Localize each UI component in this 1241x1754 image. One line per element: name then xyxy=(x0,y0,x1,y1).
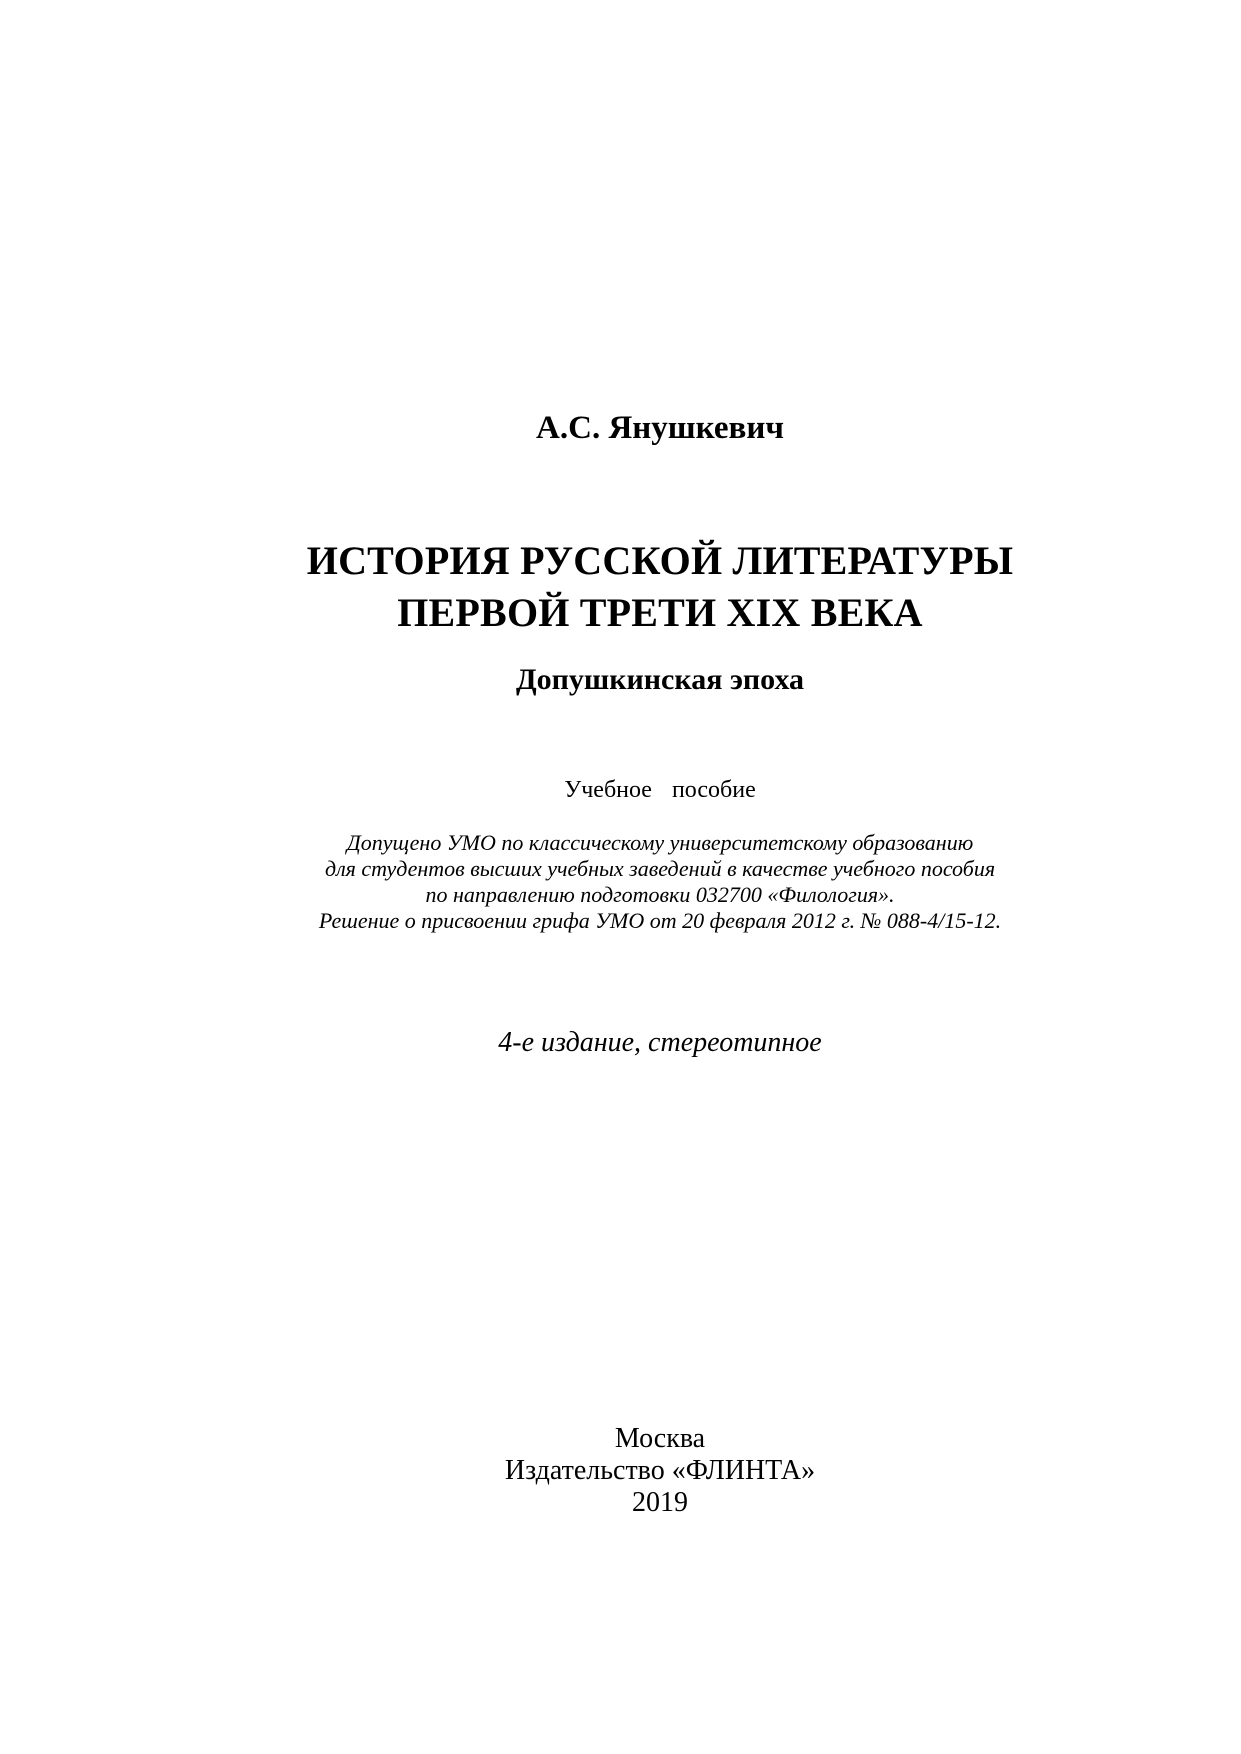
publication-type: Учебное пособие xyxy=(564,777,756,803)
book-title-line-1: ИСТОРИЯ РУССКОЙ ЛИТЕРАТУРЫ xyxy=(306,538,1014,583)
approval-line-2: для студентов высших учебных заведений в качестве учебного пособия xyxy=(324,856,996,881)
approval-line-1: Допущено УМО по классическому университетскому образованию xyxy=(346,830,974,855)
edition-note: 4-е издание, стереотипное xyxy=(498,1027,822,1058)
imprint xyxy=(263,1423,1057,1519)
book-subtitle: Допушкинская эпоха xyxy=(515,663,805,696)
imprint-city: Москва xyxy=(614,1423,706,1454)
author-name: А.С. Янушкевич xyxy=(536,410,784,446)
imprint-publisher: Издательство «ФЛИНТА» xyxy=(504,1455,816,1486)
imprint-year: 2019 xyxy=(632,1487,688,1518)
book-title-line-2: ПЕРВОЙ ТРЕТИ XIX ВЕКА xyxy=(397,590,923,635)
approval-notice xyxy=(263,830,1057,934)
approval-line-4: Решение о присвоении грифа УМО от 20 февраля 2012 г. № 088-4/15-12. xyxy=(318,908,1002,933)
approval-line-3: по направлению подготовки 032700 «Филология». xyxy=(425,882,895,907)
book-title xyxy=(263,535,1057,639)
